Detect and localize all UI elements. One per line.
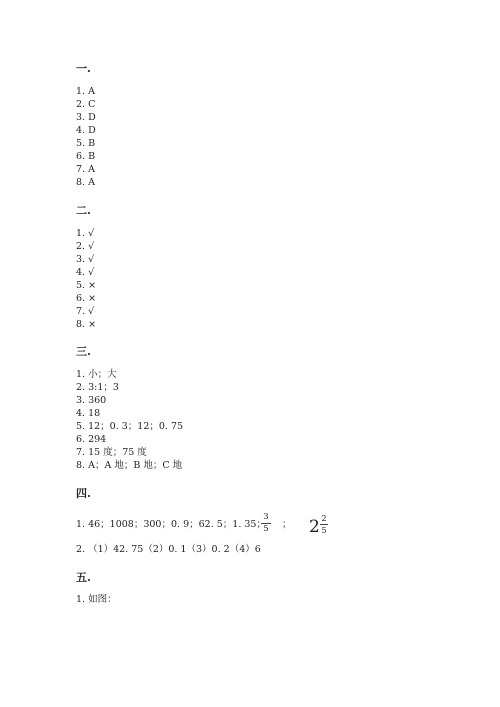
section-3-heading: 三.	[76, 345, 91, 358]
section-2-heading: 二.	[76, 204, 91, 217]
fraction-numerator: 3	[263, 512, 269, 522]
section-5-answer-1: 1. 如图：	[76, 594, 117, 605]
section-1-answer-1: 1. A	[76, 86, 95, 97]
mixed-number-numerator: 2	[321, 514, 327, 523]
section-3-answer-3: 3. 360	[76, 395, 107, 406]
section-3-answer-8: 8. A；A 地；B 地；C 地	[76, 460, 183, 471]
section-3-answer-7: 7. 15 度；75 度	[76, 447, 147, 458]
section-2-answer-7: 7. √	[76, 306, 95, 317]
section-1-answer-8: 8. A	[76, 177, 95, 188]
section-1-answer-7: 7. A	[76, 164, 95, 175]
section-1-answer-3: 3. D	[76, 112, 96, 123]
section-3-answer-4: 4. 18	[76, 408, 101, 419]
section-3-answer-5: 5. 12；0. 3；12；0. 75	[76, 421, 184, 432]
section-3-answer-2: 2. 3:1；3	[76, 382, 119, 393]
mixed-number-fraction	[319, 514, 329, 535]
section-4-separator: ；	[282, 519, 292, 530]
section-3-answer-6: 6. 294	[76, 434, 107, 445]
section-1-answer-6: 6. B	[76, 151, 96, 162]
section-2-answer-5: 5. ×	[76, 280, 97, 291]
section-4-heading: 四.	[76, 487, 91, 500]
section-3-answer-1: 1. 小；大	[76, 369, 117, 380]
section-1-heading: 一.	[76, 62, 91, 75]
section-1-answer-2: 2. C	[76, 99, 96, 110]
section-2-answer-6: 6. ×	[76, 293, 97, 304]
section-2-answer-4: 4. √	[76, 267, 95, 278]
mixed-number-denominator: 5	[321, 526, 327, 535]
section-4-answer-1-text: 1. 46；1008；300；0. 9；62. 5；1. 35；	[76, 519, 266, 530]
section-1-answer-5: 5. B	[76, 138, 96, 149]
section-2-answer-8: 8. ×	[76, 319, 97, 330]
mixed-number-fraction-bar	[320, 524, 328, 525]
mixed-number-whole: 2	[309, 517, 320, 537]
section-5-heading: 五.	[76, 571, 91, 584]
section-2-answer-1: 1. √	[76, 228, 95, 239]
fraction-three-fifths	[259, 513, 273, 534]
section-2-answer-3: 3. √	[76, 254, 95, 265]
fraction-denominator: 5	[263, 524, 269, 534]
mixed-number-two-and-two-fifths	[309, 514, 333, 538]
section-2-answer-2: 2. √	[76, 241, 95, 252]
section-4-answer-2: 2. （1）42. 75（2）0. 1（3）0. 2（4）6	[76, 544, 261, 555]
section-1-answer-4: 4. D	[76, 125, 96, 136]
